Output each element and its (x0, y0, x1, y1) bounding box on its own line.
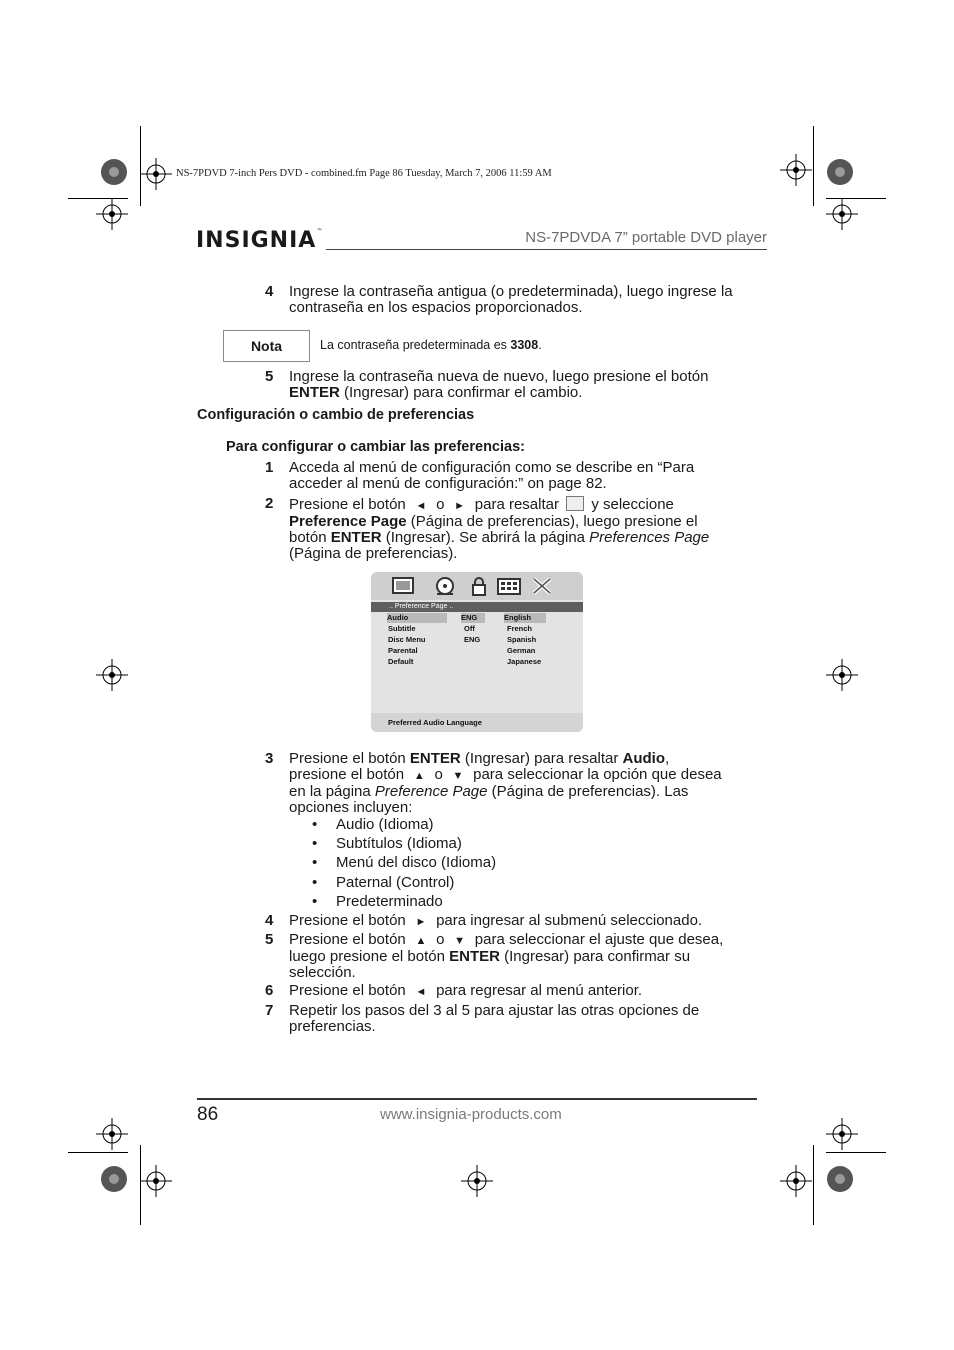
crosshair-icon (780, 154, 812, 186)
crop-line (813, 126, 814, 206)
step-text-part: para regresar al menú anterior. (436, 982, 643, 999)
menu-item-label: Subtitle (388, 624, 416, 633)
step-number: 7 (265, 1002, 274, 1019)
crosshair-icon (780, 1165, 812, 1197)
step-text-part: para seleccionar el ajuste que desea, (474, 931, 724, 948)
registration-disc-icon (826, 158, 854, 186)
left-arrow-icon: ◄ (415, 500, 427, 512)
step-text-part: y seleccione (591, 496, 674, 513)
list-item-text: Audio (Idioma) (336, 816, 434, 833)
insignia-logo (196, 228, 323, 253)
step-text-part: selección. (289, 964, 356, 981)
bullet: • (312, 893, 318, 910)
step-text-part: Presione el botón (289, 912, 406, 929)
menu-item-value: ENG (464, 635, 481, 644)
audio-label: Audio (622, 750, 665, 767)
step-text-part: opciones incluyen: (289, 799, 413, 816)
section-heading: Configuración o cambio de preferencias (197, 407, 475, 423)
header-model-title: NS-7PDVDA 7” portable DVD player (525, 229, 767, 246)
footer-rule (197, 1098, 757, 1100)
screen-title-bar (371, 602, 583, 612)
step-text-part: Presione el botón (289, 750, 410, 767)
bullet: • (312, 854, 318, 871)
step-text-part: para resaltar (474, 496, 559, 513)
list-item-text: Paternal (Control) (336, 874, 455, 891)
menu-item-label: Parental (388, 646, 418, 655)
step-text: Repetir los pasos del 3 al 5 para ajustar las otras opciones de preferencias. (289, 1002, 700, 1035)
bullet: • (312, 816, 318, 833)
step-text: Ingrese la contraseña antigua (o predeterminada), luego ingrese la contraseña en los espacios proporcionados. (289, 283, 733, 316)
crosshair-icon (826, 1118, 858, 1150)
crosshair-icon (826, 659, 858, 691)
page-number: 86 (197, 1104, 219, 1125)
crop-line (826, 1152, 886, 1153)
step-text-part: para ingresar al submenú seleccionado. (436, 912, 703, 929)
preference-page-label: Preference Page (289, 513, 407, 530)
down-arrow-icon: ▼ (454, 935, 466, 947)
tv-icon (391, 576, 415, 596)
list-item-text: Menú del disco (Idioma) (336, 854, 497, 871)
step-text-part: (Ingresar) para resaltar (460, 750, 623, 767)
step-text-part: o (434, 766, 443, 783)
logo-text: INSIGNIA (196, 228, 317, 253)
step-text (289, 369, 749, 401)
step-number: 6 (265, 982, 274, 999)
crosshair-icon (461, 1165, 493, 1197)
step-number: 4 (265, 912, 274, 929)
up-arrow-icon: ▲ (413, 770, 425, 782)
note-text (320, 338, 542, 352)
left-arrow-icon: ◄ (415, 986, 427, 998)
up-arrow-icon: ▲ (415, 935, 427, 947)
step-text (289, 751, 759, 816)
step-text: Acceda al menú de configuración como se describe en “Para acceder al menú de configuración:” on page 82. (289, 459, 695, 492)
registration-disc-icon (100, 1165, 128, 1193)
sub-heading: Para configurar o cambiar las preferencias: (226, 439, 525, 455)
footer-url: www.insignia-products.com (380, 1106, 562, 1123)
step-text-line1: Ingrese la contraseña nueva de nuevo, luego presione el botón (289, 368, 709, 385)
step-text-part: (Ingresar). Se abrirá la página (381, 529, 590, 546)
crosshair-icon (826, 198, 858, 230)
menu-option: French (507, 624, 533, 633)
note-code: 3308 (510, 338, 539, 352)
step-text-part: botón (289, 529, 331, 546)
step-text-part: Presione el botón (289, 496, 406, 513)
note-label: Nota (250, 338, 283, 354)
step-number: 1 (265, 459, 274, 476)
preference-page-screenshot (371, 572, 583, 732)
step-text-part: , (665, 750, 670, 767)
step-text-part: o (436, 496, 445, 513)
right-arrow-icon: ► (415, 916, 427, 928)
step-number: 5 (265, 368, 274, 385)
step-text (289, 913, 749, 930)
step-text (289, 496, 759, 562)
list-item-text: Predeterminado (336, 893, 443, 910)
crosshair-icon (140, 1165, 172, 1197)
enter-label: ENTER (409, 750, 461, 767)
step-text (289, 932, 759, 981)
menu-option: English (504, 613, 546, 623)
step-number: 5 (265, 931, 274, 948)
preference-page-icon (497, 576, 521, 596)
note-text-post: . (538, 338, 542, 352)
registration-disc-icon (826, 1165, 854, 1193)
disc-icon (433, 576, 457, 596)
step-number: 4 (265, 283, 274, 300)
crosshair-icon (96, 1118, 128, 1150)
menu-item-value: Off (464, 624, 475, 633)
logo-trademark: ™ (316, 228, 324, 235)
preferences-page-label: Preferences Page (589, 529, 710, 546)
step-text-part: en la página (289, 783, 375, 800)
crosshair-icon (96, 198, 128, 230)
menu-item-label: Audio (387, 613, 447, 623)
step-text-part: o (436, 931, 445, 948)
down-arrow-icon: ▼ (452, 770, 464, 782)
crop-line (68, 1152, 128, 1153)
menu-option: Japanese (507, 657, 542, 666)
crosshair-icon (140, 158, 172, 190)
preference-page-label: Preference Page (374, 783, 488, 800)
screen-title: .. Preference Page .. (389, 603, 454, 610)
step-text-part: (Ingresar) para confirmar su (499, 948, 691, 965)
step-text-part: (Página de preferencias), luego presione el (406, 513, 698, 530)
bullet: • (312, 874, 318, 891)
enter-label: ENTER (449, 948, 500, 965)
list-item-text: Subtítulos (Idioma) (336, 835, 462, 852)
registration-disc-icon (100, 158, 128, 186)
step-text-part: presione el botón (289, 766, 405, 783)
file-info-line: NS-7PDVD 7-inch Pers DVD - combined.fm Page 86 Tuesday, March 7, 2006 11:59 AM (176, 168, 552, 179)
bullet: • (312, 835, 318, 852)
menu-option: German (507, 646, 536, 655)
enter-label: ENTER (330, 529, 382, 546)
right-arrow-icon: ► (454, 500, 466, 512)
lock-icon (467, 576, 491, 596)
step-text-part: (Página de preferencias). Las (487, 783, 689, 800)
crosshair-icon (96, 659, 128, 691)
menu-item-label: Disc Menu (388, 635, 426, 644)
menu-item-value: ENG (461, 613, 485, 623)
step-text-line2: (Ingresar) para confirmar el cambio. (339, 384, 583, 401)
step-text-part: luego presione el botón (289, 948, 450, 965)
exit-x-icon (530, 576, 554, 596)
step-text-part: para seleccionar la opción que desea (473, 766, 722, 783)
crop-line (813, 1145, 814, 1225)
menu-item-label: Default (388, 657, 414, 666)
step-text-part: Presione el botón (289, 982, 406, 999)
header-rule (326, 249, 767, 250)
step-text-part: Presione el botón (289, 931, 406, 948)
step-number: 2 (265, 495, 274, 512)
menu-option: Spanish (507, 635, 537, 644)
screen-footer-text: Preferred Audio Language (388, 718, 482, 727)
note-text-pre: La contraseña predeterminada es (320, 338, 511, 352)
step-number: 3 (265, 750, 274, 767)
enter-label: ENTER (289, 384, 340, 401)
step-text (289, 983, 749, 1000)
step-text-part: (Página de preferencias). (289, 545, 458, 562)
screen-footer (371, 713, 583, 732)
preference-page-icon (566, 496, 584, 511)
